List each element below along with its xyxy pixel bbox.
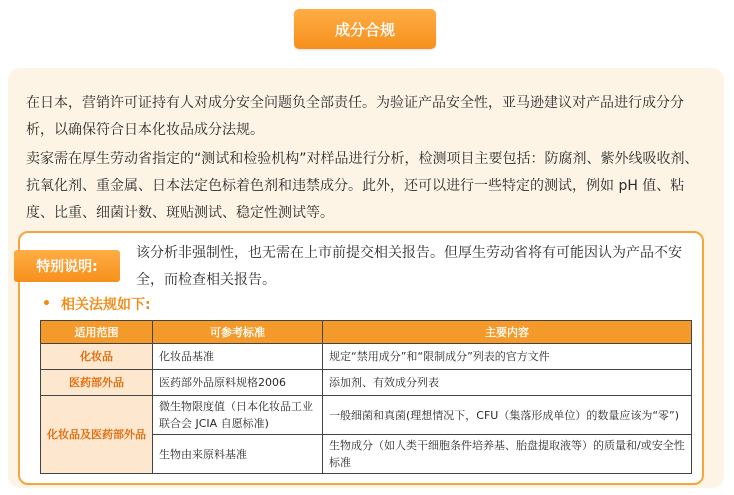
dot-icon: •: [42, 296, 51, 312]
testing-paragraph: 卖家需在厚生劳动省指定的“测试和检验机构”对样品进行分析，检测项目主要包括：防腐剂、紫外线吸收剂、抗氧化剂、重金属、日本法定色标着色剂和违禁成分。此外，还可以进行一些特定的测试，例如 pH 值、粘度、比重、细菌计数、斑贴测试、稳定性测试等。: [26, 151, 699, 221]
table-row: [41, 396, 692, 435]
header-scope: 适用范围: [41, 321, 153, 344]
notice-text: 该分析非强制性，也无需在上市前提交相关报告。但厚生劳动省将有可能因认为产品不安全，而检查相关报告。: [136, 245, 682, 288]
regulations-table: [40, 320, 692, 474]
content-cell: 添加剂、有效成分列表: [323, 370, 692, 396]
content-cell: 生物成分（如人类干细胞条件培养基、胎盘提取液等）的质量和/或安全性标准: [323, 435, 692, 474]
regulations-heading-label: 相关法规如下:: [60, 297, 151, 313]
table-header-row: [41, 321, 692, 344]
standard-cell: 生物由来原料基准: [153, 435, 323, 474]
notice-tag: 特别说明:: [14, 250, 120, 282]
intro-paragraph: 在日本，营销许可证持有人对成分安全问题负全部责任。为验证产品安全性，亚马逊建议对产品进行成分分析，以确保符合日本化妆品成分法规。: [26, 95, 684, 138]
standard-cell: 医药部外品原料规格2006: [153, 370, 323, 396]
table-row: [41, 344, 692, 370]
standard-cell: 微生物限度值（日本化妆品工业联合会 JCIA 自愿标准): [153, 396, 323, 435]
header-content: 主要内容: [323, 321, 692, 344]
title-button: 成分合规: [294, 9, 436, 49]
content-cell: 一般细菌和真菌(理想情况下，CFU（集落形成单位）的数量应该为“零”): [323, 396, 692, 435]
table-row: [41, 370, 692, 396]
scope-cell: 化妆品: [41, 344, 153, 370]
scope-cell: 医药部外品: [41, 370, 153, 396]
scope-cell: 化妆品及医药部外品: [41, 396, 153, 474]
header-standard: 可参考标准: [153, 321, 323, 344]
content-cell: 规定“禁用成分”和“限制成分”列表的官方文件: [323, 344, 692, 370]
regulations-heading: [42, 294, 151, 314]
standard-cell: 化妆品基准: [153, 344, 323, 370]
